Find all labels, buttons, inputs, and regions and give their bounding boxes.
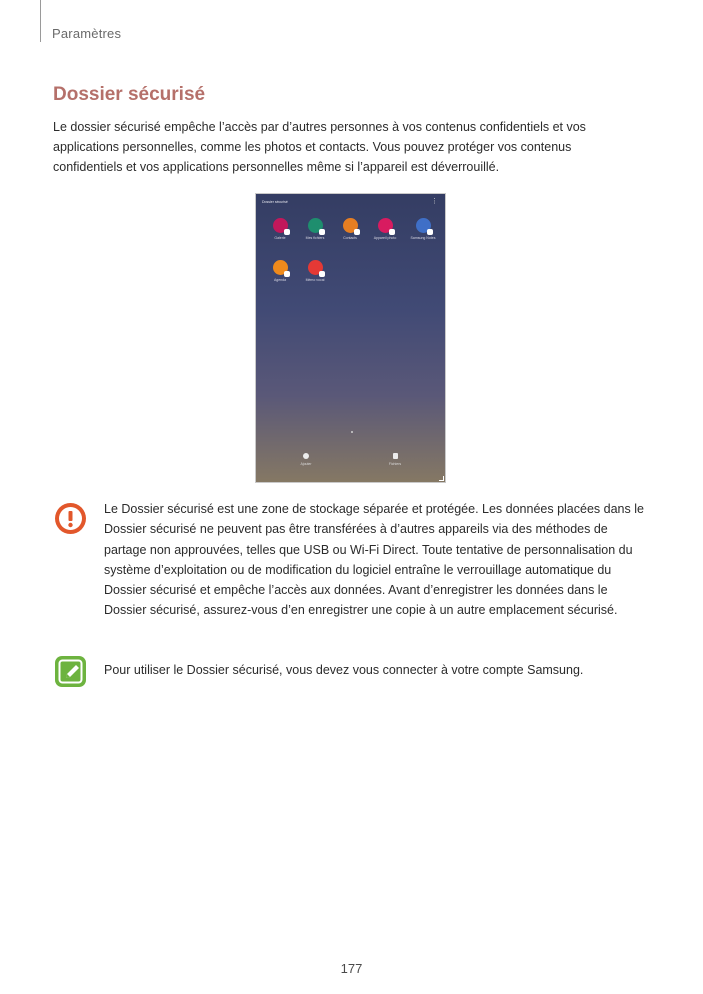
camera-icon <box>378 218 393 233</box>
apps-grid-icon <box>308 218 323 233</box>
note-icon <box>308 260 323 275</box>
app-gallery[interactable]: Galerie <box>265 218 295 240</box>
page-number: 177 <box>340 961 363 976</box>
app-camera[interactable]: Appareil photo <box>370 218 400 240</box>
add-files-button[interactable]: Fichiers <box>378 453 412 466</box>
app-my-files[interactable]: Mes fichiers <box>300 218 330 240</box>
app-voice-memo[interactable]: Mémo vocal <box>300 260 330 282</box>
app-calendar[interactable]: Agenda <box>265 260 295 282</box>
gallery-icon <box>273 218 288 233</box>
intro-paragraph: Le dossier sécurisé empêche l’accès par d’autres personnes à vos contenus confidentiels et vos applications personnelles, comme les photos et contacts. Vous pouvez protéger vos contenus confidentiels et vos applications personnelles même si l’appareil est déverrouillé. <box>53 120 586 174</box>
caution-note-text: Le Dossier sécurisé est une zone de stockage séparée et protégée. Les données placées dans le Dossier sécurisé ne peuvent pas être transférées à d’autres appareils via des méthodes de partage non approuvées, telles que USB ou Wi-Fi Direct. Toute tentative de personnalisation du système d’exploitation ou de modification du logiciel entraîne le verrouillage automatique du Dossier sécurisé et empêche l’accès aux données. Avant d’enregistrer les données dans le Dossier sécurisé, assurez-vous d’en enregistrer une copie à un autre emplacement sécurisé. <box>104 502 644 618</box>
pencil-note-icon <box>54 655 87 688</box>
corner-mark <box>439 476 444 481</box>
tip-note-text: Pour utiliser le Dossier sécurisé, vous devez vous connecter à votre compte Samsung. <box>104 663 584 677</box>
calendar-icon <box>273 260 288 275</box>
contacts-icon <box>343 218 358 233</box>
folder-label: Dossier sécurisé <box>262 200 288 204</box>
page-title: Dossier sécurisé <box>53 84 206 105</box>
page-indicator <box>351 431 353 433</box>
more-options-icon[interactable]: ⋮ <box>431 198 438 205</box>
caution-icon <box>54 502 87 535</box>
app-contacts[interactable]: Contacts <box>335 218 365 240</box>
file-icon <box>393 453 398 459</box>
chat-icon <box>416 218 431 233</box>
add-apps-button[interactable]: Ajouter <box>289 453 323 466</box>
section-header: Paramètres <box>52 26 122 41</box>
add-icon <box>303 453 309 459</box>
secure-folder-screenshot <box>255 193 446 483</box>
header-rule <box>40 0 41 42</box>
app-samsung-notes[interactable]: Samsung Notes <box>408 218 438 240</box>
